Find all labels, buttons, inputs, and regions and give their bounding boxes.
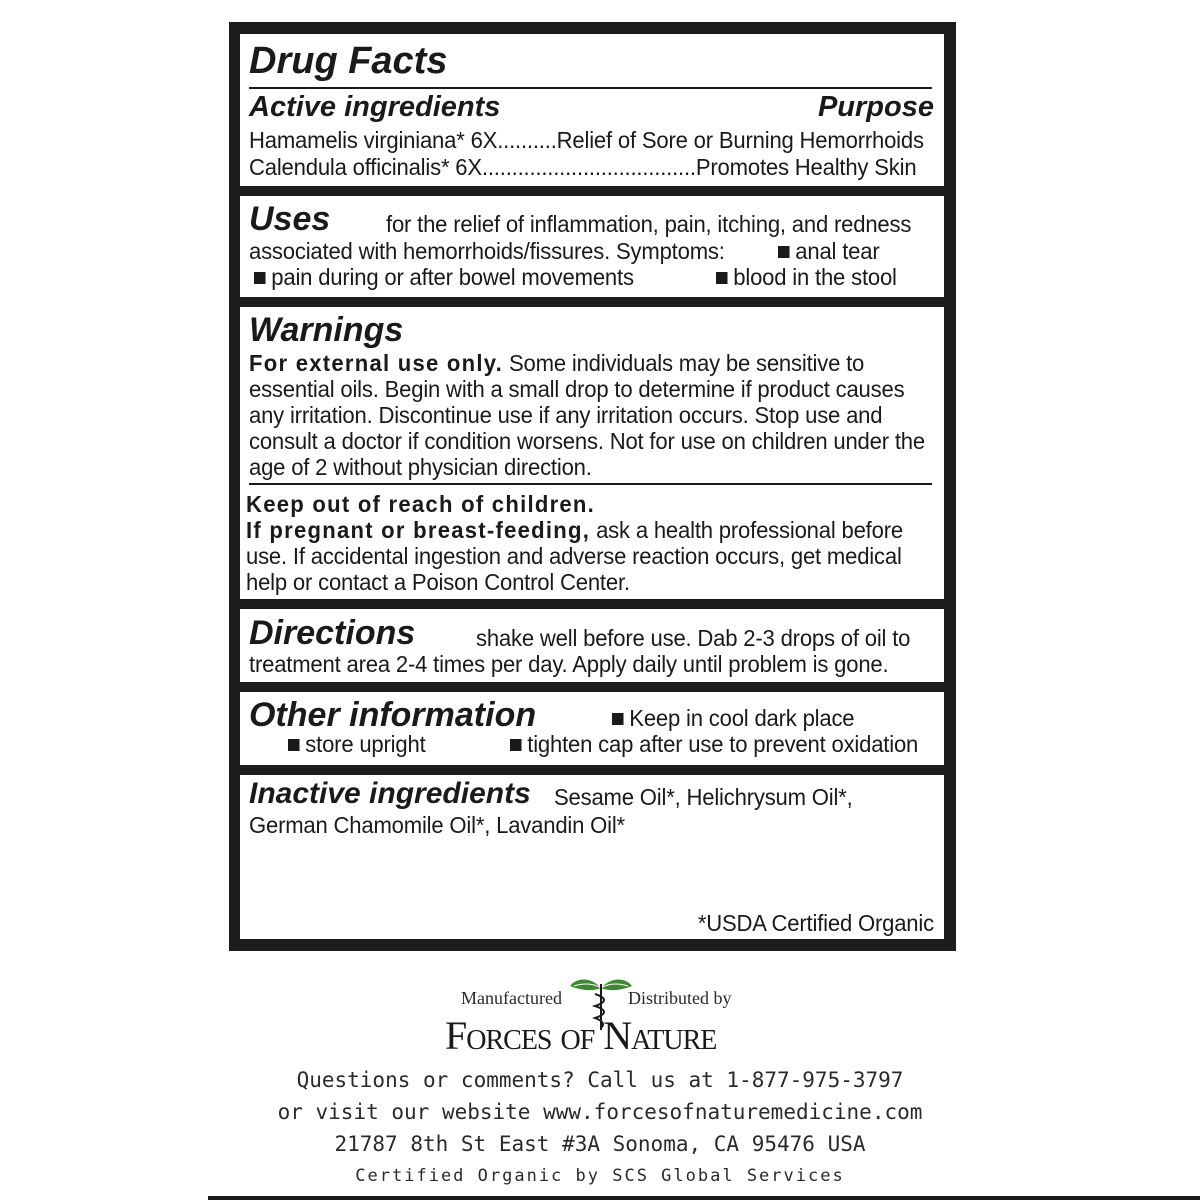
info-label: store upright <box>305 731 426 757</box>
other-information-heading: Other information <box>249 696 537 734</box>
warning-line: essential oils. Begin with a small drop to determine if product causes <box>249 376 905 402</box>
drug-facts-title: Drug Facts <box>249 40 448 82</box>
ingredient-row <box>249 154 916 180</box>
bullet-square-icon <box>612 713 624 725</box>
active-ingredients-heading: Active ingredients <box>249 91 501 123</box>
title-rule <box>249 87 932 89</box>
leader-dots: .......... <box>497 127 557 153</box>
uses-text: for the relief of inflammation, pain, itching, and redness <box>386 211 912 237</box>
pregnancy-label: If pregnant or breast-feeding, <box>246 517 591 543</box>
uses-heading: Uses <box>249 200 331 238</box>
certification-line: Certified Organic by SCS Global Services <box>355 1166 845 1186</box>
warnings-rule <box>249 483 932 485</box>
warnings-heading: Warnings <box>249 311 404 349</box>
bullet-square-icon <box>254 272 266 284</box>
organic-footnote: *USDA Certified Organic <box>697 910 934 936</box>
inactive-text: German Chamomile Oil*, Lavandin Oil* <box>249 812 625 838</box>
uses-text: associated with hemorrhoids/fissures. Symptoms: <box>249 238 725 264</box>
warning-text: Some individuals may be sensitive to <box>503 350 865 376</box>
manufactured-label: Manufactured <box>461 988 562 1008</box>
info-item <box>510 731 918 757</box>
keep-out-of-reach: Keep out of reach of children. <box>246 491 596 517</box>
other-information-section <box>240 692 944 765</box>
info-label: tighten cap after use to prevent oxidation <box>527 731 919 757</box>
purpose-heading: Purpose <box>817 91 934 123</box>
active-ingredients-section <box>240 34 944 186</box>
directions-section <box>240 609 944 682</box>
ingredient-purpose: Relief of Sore or Burning Hemorrhoids <box>556 127 924 153</box>
symptom-item <box>716 264 897 290</box>
ingredient-name: Hamamelis virginiana* 6X <box>249 127 498 153</box>
pregnancy-text: ask a health professional before <box>590 517 903 543</box>
inactive-ingredients-section <box>240 775 944 939</box>
brand-name: Forces of Nature <box>445 1013 717 1058</box>
uses-section <box>240 196 944 297</box>
directions-text: shake well before use. Dab 2-3 drops of oil to <box>476 625 911 651</box>
symptom-label: pain during or after bowel movements <box>271 264 634 290</box>
directions-text: treatment area 2-4 times per day. Apply daily until problem is gone. <box>249 651 889 677</box>
ingredient-purpose: Promotes Healthy Skin <box>695 154 917 180</box>
warning-line: age of 2 without physician direction. <box>249 454 592 480</box>
symptom-item <box>254 264 634 290</box>
ingredient-row <box>249 127 924 153</box>
external-use-label: For external use only. <box>249 350 504 376</box>
warning-line: any irritation. Discontinue use if any irritation occurs. Stop use and <box>249 402 883 428</box>
symptom-item <box>778 238 879 264</box>
bottom-border <box>208 1196 1200 1200</box>
symptom-label: blood in the stool <box>733 264 897 290</box>
leader-dots: .................................... <box>481 154 696 180</box>
directions-heading: Directions <box>249 614 416 652</box>
distributed-label: Distributed by <box>628 988 732 1008</box>
bullet-square-icon <box>510 739 522 751</box>
inactive-text: Sesame Oil*, Helichrysum Oil*, <box>554 784 853 810</box>
warning-line: consult a doctor if condition worsens. Not for use on children under the <box>249 428 925 454</box>
warning-line <box>249 350 864 376</box>
contact-phone: Questions or comments? Call us at 1-877-975-3797 <box>296 1068 904 1092</box>
bullet-square-icon <box>288 739 300 751</box>
info-label: Keep in cool dark place <box>629 705 855 731</box>
info-item <box>612 705 854 731</box>
contact-address: 21787 8th St East #3A Sonoma, CA 95476 USA <box>334 1132 866 1156</box>
inactive-ingredients-heading: Inactive ingredients <box>249 777 531 810</box>
pregnancy-line <box>246 517 903 543</box>
info-item <box>288 731 426 757</box>
bullet-square-icon <box>716 272 728 284</box>
symptom-label: anal tear <box>795 238 880 264</box>
pregnancy-line: use. If accidental ingestion and adverse reaction occurs, get medical <box>246 543 902 569</box>
ingredient-name: Calendula officinalis* 6X <box>249 154 482 180</box>
bullet-square-icon <box>778 246 790 258</box>
warnings-section <box>240 307 944 599</box>
pregnancy-line: help or contact a Poison Control Center. <box>246 569 630 595</box>
contact-website[interactable]: or visit our website www.forcesofnaturemedicine.com <box>277 1100 923 1124</box>
